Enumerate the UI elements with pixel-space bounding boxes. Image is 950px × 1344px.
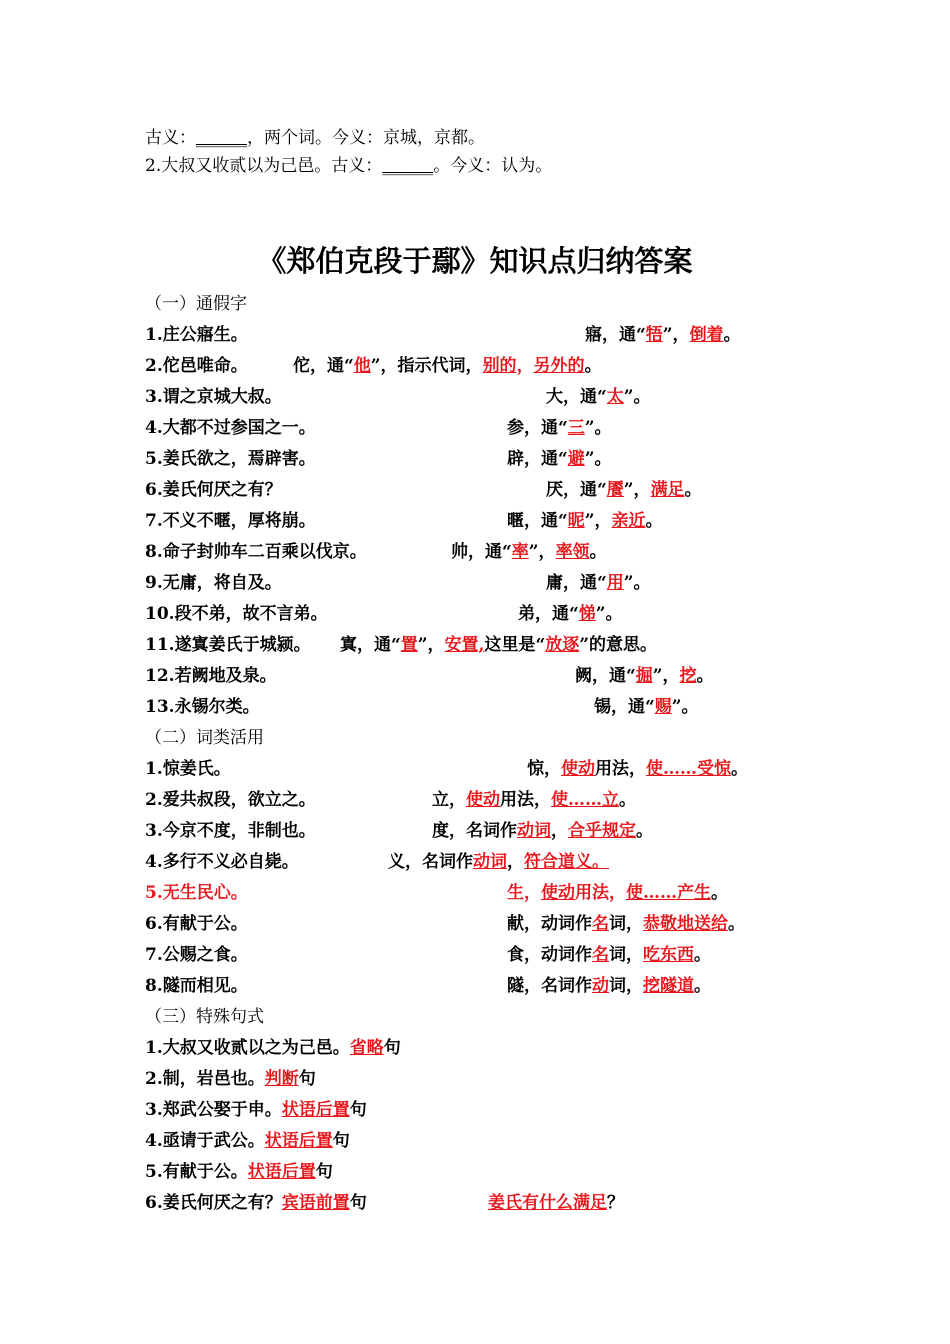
segment <box>293 356 602 376</box>
answer-text: ”， <box>623 480 651 500</box>
segment <box>145 1038 401 1058</box>
answer-text: 。 <box>636 821 653 841</box>
answer-word: 餍 <box>606 480 624 500</box>
answer-meaning: 倒着 <box>689 325 724 345</box>
text: 。今义：认为。 <box>433 156 553 176</box>
segment <box>507 945 711 965</box>
segment <box>145 883 248 903</box>
answer-meaning: 合乎规定 <box>568 821 636 841</box>
question: 3.今京不度，非制也。 <box>145 821 316 841</box>
answer-meaning: 符合道义。 <box>524 852 609 872</box>
segment <box>145 1162 333 1182</box>
answer-text: 句 <box>383 1038 401 1058</box>
segment <box>585 325 741 345</box>
answer-text: 暱，通“ <box>507 511 568 531</box>
segment <box>507 511 663 531</box>
segment <box>507 418 612 438</box>
answer-text: 佗，通“ <box>293 356 354 376</box>
answer-word: 掘 <box>635 666 653 686</box>
segment <box>145 945 248 965</box>
segment <box>546 573 651 593</box>
answer-text: ”， <box>652 666 680 686</box>
answer-text: 惊， <box>527 759 561 779</box>
answer-text: 立， <box>432 790 466 810</box>
answer-text: ， <box>516 356 534 376</box>
question: 6.姜氏何厌之有？ <box>145 1193 282 1213</box>
segment <box>145 1007 264 1027</box>
segment <box>145 697 260 717</box>
answer-text: ”。 <box>623 387 651 407</box>
segment <box>145 418 316 438</box>
question: 6.有献于公。 <box>145 914 248 934</box>
answer-meaning: 吃东西 <box>643 945 694 965</box>
answer-term: 名 <box>592 945 609 965</box>
answer-meaning: 使……产生 <box>626 883 711 903</box>
segment <box>145 573 282 593</box>
question: 9.无庸，将自及。 <box>145 573 282 593</box>
answer-text: 。 <box>723 325 741 345</box>
question: 1.庄公寤生。 <box>145 325 248 345</box>
segment <box>340 635 657 655</box>
segment <box>145 728 264 748</box>
answer-text: ”。 <box>595 604 623 624</box>
segment <box>145 759 231 779</box>
answer-word: 置 <box>400 635 418 655</box>
answer-text: 献，动词作 <box>507 914 592 934</box>
answer-term: 动词 <box>517 821 551 841</box>
segment <box>145 356 248 376</box>
segment <box>145 914 248 934</box>
page-title: 《郑伯克段于鄢》知识点归纳答案 <box>257 244 693 278</box>
answer-text: 食，动词作 <box>507 945 592 965</box>
answer-term: 使动 <box>541 883 575 903</box>
question: 10.段不弟，故不言弟。 <box>145 604 328 624</box>
answer-text: 。 <box>728 914 745 934</box>
segment <box>507 976 711 996</box>
answer-word: 牾 <box>645 325 663 345</box>
answer-meaning: 姜氏有什么满足 <box>488 1193 607 1213</box>
question: 8.命子封帅车二百乘以伐京。 <box>145 542 367 562</box>
answer-meaning: 挖 <box>679 666 697 686</box>
answer-word: 避 <box>567 449 585 469</box>
answer-text: 寤，通“ <box>585 325 646 345</box>
text: 古义： <box>145 128 196 148</box>
question: 2.爱共叔段，欲立之。 <box>145 790 316 810</box>
segment <box>432 821 653 841</box>
answer-text: 。 <box>589 542 607 562</box>
question: 3.谓之京城大叔。 <box>145 387 282 407</box>
answer-text: ”， <box>528 542 556 562</box>
answer-text: 厌，通“ <box>546 480 607 500</box>
segment <box>145 666 277 686</box>
segment <box>145 1193 367 1213</box>
answer-text: 弟，通“ <box>518 604 579 624</box>
answer-text: ”， <box>662 325 690 345</box>
answer-text: 句 <box>332 1131 350 1151</box>
answer-word: 三 <box>567 418 585 438</box>
answer-meaning: 亲近 <box>611 511 646 531</box>
answer-word: 用 <box>606 573 624 593</box>
answer-text: ？ <box>607 1193 624 1213</box>
answer-term: 判断 <box>264 1069 299 1089</box>
answer-word: 悌 <box>578 604 596 624</box>
answer-text: 。 <box>694 945 711 965</box>
answer-text: ”， <box>417 635 445 655</box>
segment <box>145 635 311 655</box>
segment <box>546 387 651 407</box>
question: 5.无生民心。 <box>145 883 248 903</box>
segment <box>488 1193 624 1213</box>
segment <box>432 790 636 810</box>
top-line-2 <box>145 156 552 176</box>
text: ，两个词。今义：京城，京都。 <box>247 128 485 148</box>
answer-text: 句 <box>349 1100 367 1120</box>
segment <box>145 1100 367 1120</box>
answer-word: 赐 <box>654 697 672 717</box>
answer-term: 使动 <box>466 790 500 810</box>
segment <box>546 480 702 500</box>
answer-term: 状语后置 <box>264 1131 333 1151</box>
blank: ______ <box>196 128 247 148</box>
segment <box>594 697 699 717</box>
answer-text: 。 <box>711 883 728 903</box>
answer-text: 词， <box>609 914 643 934</box>
answer-term: 状语后置 <box>281 1100 350 1120</box>
answer-text: 。 <box>694 976 711 996</box>
answer-meaning: 恭敬地送给 <box>643 914 728 934</box>
question: 13.永锡尔类。 <box>145 697 260 717</box>
question: 1.惊姜氏。 <box>145 759 231 779</box>
segment <box>145 480 282 500</box>
answer-text: 隧，名词作 <box>507 976 592 996</box>
segment <box>388 852 609 872</box>
question: 4.亟请于武公。 <box>145 1131 265 1151</box>
segment <box>451 542 607 562</box>
segment <box>145 294 247 314</box>
answer-text: ”。 <box>584 418 612 438</box>
segment <box>145 976 248 996</box>
segment <box>527 759 748 779</box>
answer-text: 度，名词作 <box>432 821 517 841</box>
answer-text: 词， <box>609 976 643 996</box>
blank: ______ <box>382 156 434 176</box>
answer-text: 。 <box>645 511 663 531</box>
answer-term: 状语后置 <box>247 1162 316 1182</box>
answer-text: 这里是“ <box>484 635 546 655</box>
heading: （三）特殊句式 <box>145 1007 264 1027</box>
answer-text: ”，指示代词， <box>370 356 483 376</box>
segment <box>145 604 328 624</box>
segment <box>145 821 316 841</box>
segment <box>507 883 728 903</box>
answer-text: 义，名词作 <box>388 852 473 872</box>
answer-meaning: 另外的 <box>533 356 585 376</box>
answer-term: 名 <box>592 914 609 934</box>
answer-text: 用法， <box>575 883 626 903</box>
answer-text: 辟，通“ <box>507 449 568 469</box>
question: 3.郑武公娶于申。 <box>145 1100 282 1120</box>
segment <box>145 1069 316 1089</box>
segment <box>575 666 714 686</box>
answer-text: 。 <box>584 356 602 376</box>
question: 5.有献于公。 <box>145 1162 248 1182</box>
answer-text: 大，通“ <box>546 387 607 407</box>
answer-meaning: 安置, <box>444 635 485 655</box>
answer-text: 句 <box>349 1193 367 1213</box>
answer-text: 。 <box>696 666 714 686</box>
answer-term: 使动 <box>561 759 595 779</box>
question: 8.隧而相见。 <box>145 976 248 996</box>
answer-meaning: 放逐 <box>545 635 580 655</box>
answer-term: 宾语前置 <box>281 1193 350 1213</box>
answer-text: 句 <box>298 1069 316 1089</box>
answer-text: 庸，通“ <box>546 573 607 593</box>
answer-text: 用法， <box>500 790 551 810</box>
question: 2.制，岩邑也。 <box>145 1069 265 1089</box>
answer-meaning: 使……受惊 <box>646 759 731 779</box>
segment <box>145 449 316 469</box>
question: 7.不义不暱，厚将崩。 <box>145 511 316 531</box>
answer-meaning: 使……立 <box>551 790 619 810</box>
segment <box>145 511 316 531</box>
segment <box>507 449 612 469</box>
answer-meaning: 满足 <box>650 480 685 500</box>
answer-text: ”。 <box>671 697 699 717</box>
answer-text: 句 <box>315 1162 333 1182</box>
answer-text: ”， <box>584 511 612 531</box>
answer-word: 率 <box>511 542 529 562</box>
answer-term: 动词 <box>473 852 507 872</box>
answer-text: 用法， <box>595 759 646 779</box>
question: 1.大叔又收贰以之为己邑。 <box>145 1038 350 1058</box>
segment <box>145 325 248 345</box>
answer-text: 寘，通“ <box>340 635 401 655</box>
top-line-1 <box>145 128 485 148</box>
answer-text: ”。 <box>584 449 612 469</box>
answer-text: ， <box>551 821 568 841</box>
answer-meaning: 率领 <box>555 542 590 562</box>
answer-text: ”。 <box>623 573 651 593</box>
segment <box>145 542 367 562</box>
answer-text: 。 <box>684 480 702 500</box>
answer-meaning: 挖隧道 <box>643 976 694 996</box>
segment <box>518 604 623 624</box>
answer-text: ， <box>507 852 524 872</box>
answer-word: 昵 <box>567 511 585 531</box>
answer-text: 。 <box>619 790 636 810</box>
answer-text: 。 <box>731 759 748 779</box>
segment <box>145 852 299 872</box>
question: 6.姜氏何厌之有？ <box>145 480 282 500</box>
segment <box>145 1131 350 1151</box>
text: 2.大叔又收贰以为己邑。古义： <box>145 156 383 176</box>
question: 12.若阙地及泉。 <box>145 666 277 686</box>
segment <box>145 790 316 810</box>
heading: （二）词类活用 <box>145 728 264 748</box>
answer-meaning: 别的 <box>482 356 517 376</box>
answer-term: 动 <box>592 976 609 996</box>
answer-text: ”的意思。 <box>579 635 658 655</box>
question: 4.大都不过参国之一。 <box>145 418 316 438</box>
answer-text: 阙，通“ <box>575 666 636 686</box>
question: 7.公赐之食。 <box>145 945 248 965</box>
segment <box>507 914 745 934</box>
heading: （一）通假字 <box>145 294 247 314</box>
answer-text: 生， <box>507 883 541 903</box>
question: 5.姜氏欲之，焉辟害。 <box>145 449 316 469</box>
answer-text: 帅，通“ <box>451 542 512 562</box>
answer-word: 他 <box>353 356 371 376</box>
answer-text: 参，通“ <box>507 418 568 438</box>
answer-text: 锡，通“ <box>594 697 655 717</box>
question: 4.多行不义必自毙。 <box>145 852 299 872</box>
answer-text: 词， <box>609 945 643 965</box>
question: 2.佗邑唯命。 <box>145 356 248 376</box>
answer-word: 太 <box>606 387 624 407</box>
question: 11.遂寘姜氏于城颍。 <box>145 635 311 655</box>
segment <box>145 387 282 407</box>
answer-term: 省略 <box>349 1038 384 1058</box>
